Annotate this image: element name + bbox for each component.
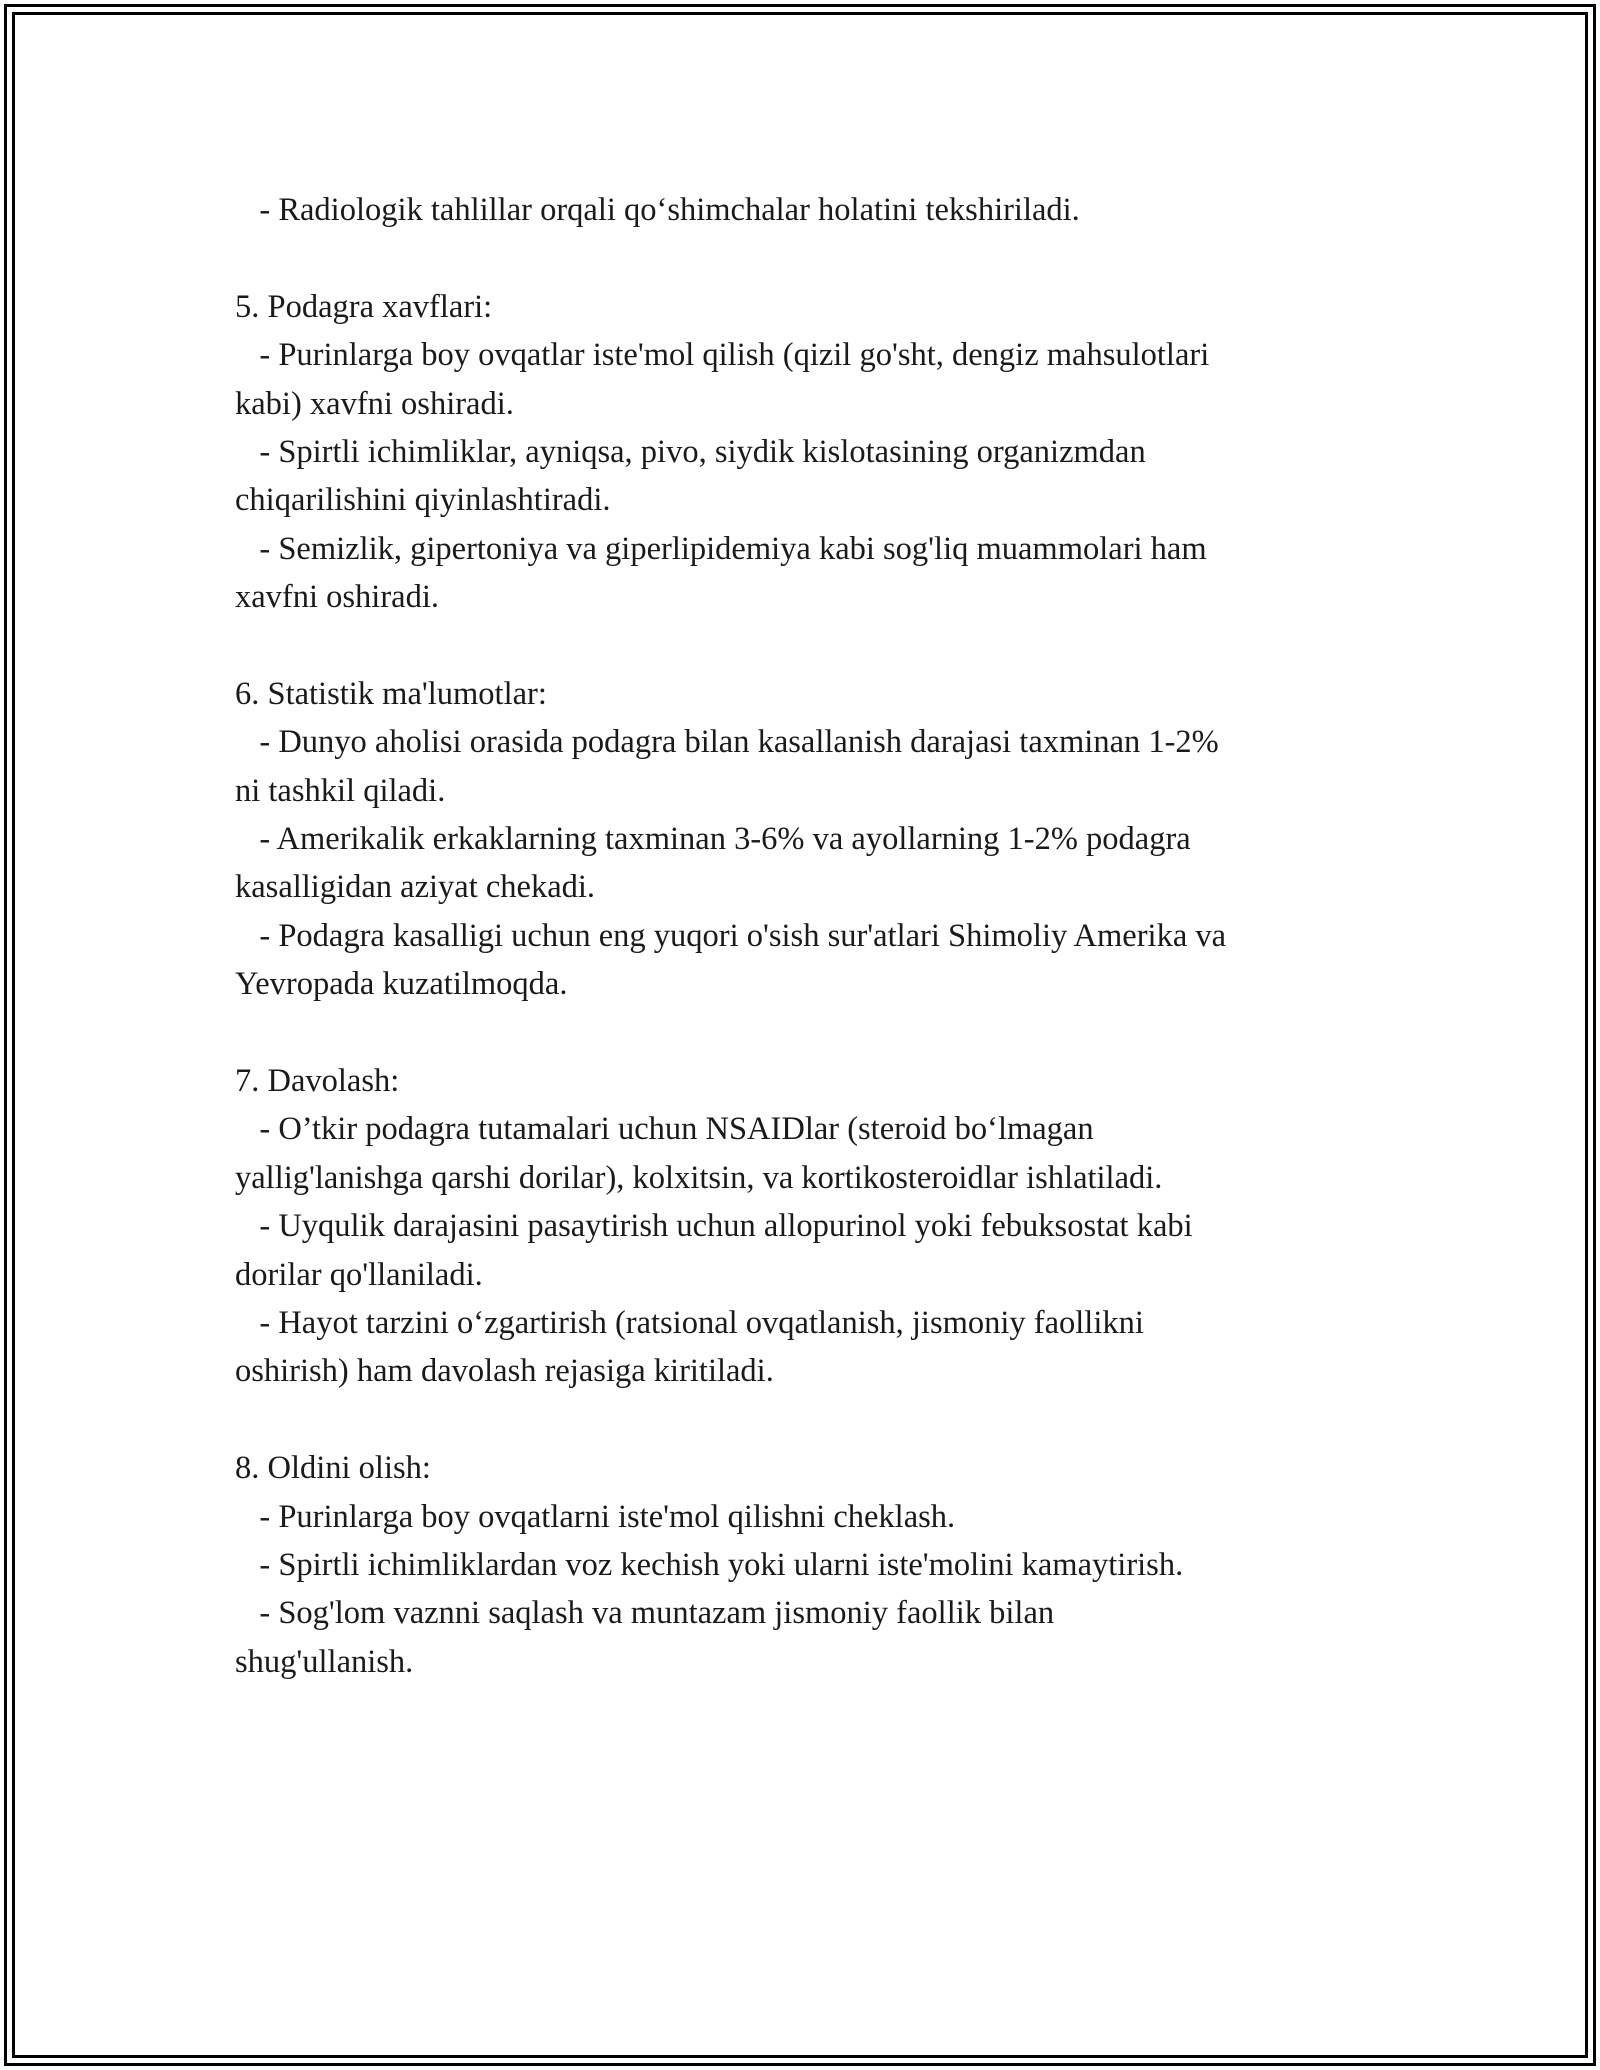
section-line: yallig'lanishga qarshi dorilar), kolxitsin, va kortikosteroidlar ishlatiladi. [235, 1159, 1163, 1196]
section-line: - Purinlarga boy ovqatlarni iste'mol qilishni cheklash. [235, 1498, 956, 1535]
section-line: - Spirtli ichimliklardan voz kechish yoki ularni iste'molini kamaytirish. [235, 1546, 1184, 1583]
section-line: shug'ullanish. [235, 1643, 414, 1680]
section-line: xavfni oshiradi. [235, 579, 439, 616]
section-line: - Amerikalik erkaklarning taxminan 3-6% va ayollarning 1-2% podagra [235, 821, 1191, 858]
section-line: kasalligidan aziyat chekadi. [235, 869, 596, 906]
section-line: oshirish) ham davolash rejasiga kiritiladi. [235, 1353, 774, 1390]
section-line: dorilar qo'llaniladi. [235, 1256, 483, 1293]
section-line: chiqarilishini qiyinlashtiradi. [235, 482, 611, 519]
section-heading-prevention: 8. Oldini olish: [235, 1450, 431, 1487]
section-line: - Purinlarga boy ovqatlar iste'mol qilish (qizil go'sht, dengiz mahsulotlari [235, 337, 1210, 374]
section-line: - Spirtli ichimliklar, ayniqsa, pivo, siydik kislotasining organizmdan [235, 433, 1146, 470]
document-body [235, 186, 1365, 1686]
section-line: - Uyqulik darajasini pasaytirish uchun allopurinol yoki febuksostat kabi [235, 1208, 1193, 1245]
paragraph-gap [235, 622, 1365, 670]
section-line: ni tashkil qiladi. [235, 772, 446, 809]
section-line: kabi) xavfni oshiradi. [235, 385, 514, 422]
section-line: - Hayot tarzini o‘zgartirish (ratsional ovqatlanish, jismoniy faollikni [235, 1304, 1144, 1341]
section-heading-risks: 5. Podagra xavflari: [235, 288, 493, 325]
section-line: - Dunyo aholisi orasida podagra bilan kasallanish darajasi taxminan 1-2% [235, 724, 1219, 761]
section-heading-treatment: 7. Davolash: [235, 1063, 400, 1100]
section-line: - O’tkir podagra tutamalari uchun NSAIDlar (steroid bo‘lmagan [235, 1111, 1094, 1148]
section-line: - Semizlik, gipertoniya va giperlipidemiya kabi sog'liq muammolari ham [235, 530, 1207, 567]
section-line: Yevropada kuzatilmoqda. [235, 966, 568, 1003]
paragraph-gap [235, 1009, 1365, 1057]
section-line: - Sog'lom vaznni saqlash va muntazam jismoniy faollik bilan [235, 1595, 1055, 1632]
paragraph-gap [235, 1396, 1365, 1444]
paragraph-gap [235, 234, 1365, 282]
intro-bullet: - Radiologik tahlillar orqali qo‘shimchalar holatini tekshiriladi. [235, 192, 1080, 228]
section-heading-statistics: 6. Statistik ma'lumotlar: [235, 675, 547, 712]
section-line: - Podagra kasalligi uchun eng yuqori o'sish sur'atlari Shimoliy Amerika va [235, 917, 1227, 954]
